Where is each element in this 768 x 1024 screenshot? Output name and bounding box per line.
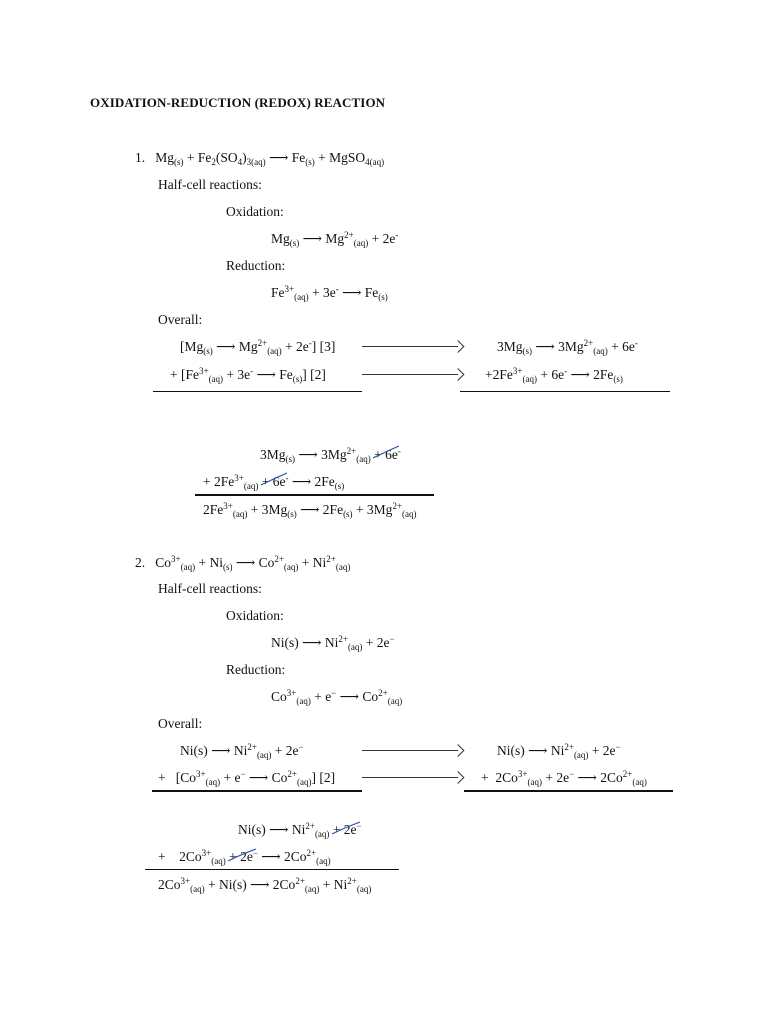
cancelled-term: + 2e− [229, 849, 258, 865]
cancel-mark [371, 445, 401, 461]
cancel-mark [330, 820, 362, 836]
multiplier-2: [2] [319, 770, 336, 785]
cancelled-term: + 6e- [374, 447, 401, 463]
problem-1-sum-line-1: $3Mg_{(s)}$ ⟶ $3Mg^{2+}_{(aq)} + 6e^-$ [260, 446, 401, 464]
problem-2-reduction-equation: $Co^{3+}_{(aq)} + e^-$ ⟶ $Co^{2+}_{(aq)}$ [271, 688, 403, 706]
cancel-mark [259, 472, 289, 488]
problem-2-overall-left-2: + [$Co^{3+}_{(aq)} + e^-$ ⟶ $Co^{2+}_{(aq)}$] [2] [158, 769, 336, 787]
divider-line [460, 391, 670, 392]
problem-1-overall-label: Overall: [158, 312, 203, 327]
problem-1-oxidation-equation: $Mg_{(s)}$ ⟶ $Mg^{2+}_{(aq)} + 2e^-$ [271, 230, 399, 248]
problem-1-overall-right-2: $+2Fe^{3+}_{(aq)} + 6e^-$ ⟶ $2Fe_{(s)}$ [485, 366, 623, 384]
problem-1-oxidation-label: Oxidation: [226, 204, 284, 219]
divider-line [464, 790, 673, 792]
cancel-mark [226, 847, 258, 863]
problem-2-number: 2. [135, 555, 146, 570]
multiplier-2: [2] [310, 367, 326, 382]
transform-arrow [362, 773, 464, 783]
problem-2-reduction-label: Reduction: [226, 662, 286, 677]
problem-1-overall-right-1: $3Mg_{(s)}$ ⟶ $3Mg^{2+}_{(aq)} + 6e^-$ [497, 338, 638, 356]
problem-1-overall-left-2: + [$Fe^{3+}_{(aq)} + 3e^-$ ⟶ $Fe_{(s)}$] [2] [170, 366, 326, 384]
problem-1-reduction-equation: $Fe^{3+}_{(aq)} + 3e^-$ ⟶ $Fe_{(s)}$ [271, 284, 388, 302]
problem-2-overall-right-2: + $2Co^{3+}_{(aq)} + 2e^-$ ⟶ $2Co^{2+}_{(aq)}$ [481, 769, 647, 787]
problem-1-sum-line-2: + $2Fe^{3+}_{(aq)} + 6e^-$ ⟶ $2Fe_{(s)}$ [203, 473, 345, 491]
problem-1-net-equation: $2Fe^{3+}_{(aq)} + 3Mg_{(s)}$ ⟶ $2Fe_{(s)} + 3Mg^{2+}_{(aq)}$ [203, 501, 417, 519]
problem-1-equation: 1. $Mg_{(s)} + Fe_2(SO_4)_{3(aq)}$ ⟶ $Fe_{(s)}$ + MgSO$_{4(aq)}$ [135, 150, 385, 167]
problem-2-oxidation-equation: Ni(s) ⟶ $Ni^{2+}_{(aq)} + 2e^-$ [271, 634, 395, 652]
problem-2-overall-label: Overall: [158, 716, 203, 731]
cancelled-term: + 2e− [333, 822, 362, 838]
transform-arrow [362, 342, 464, 352]
problem-1-overall-left-1: [$Mg_{(s)}$ ⟶ $Mg^{2+}_{(aq)} + 2e^-$] [3] [180, 338, 336, 356]
problem-2-sum-line-2: + $2Co^{3+}_{(aq)} + 2e^-$ ⟶ $2Co^{2+}_{(aq)}$ [158, 848, 331, 866]
problem-2-overall-right-1: Ni(s) ⟶ $Ni^{2+}_{(aq)} + 2e^-$ [497, 742, 621, 760]
transform-arrow [362, 370, 464, 380]
page-title: OXIDATION-REDUCTION (REDOX) REACTION [90, 95, 386, 110]
sum-line [195, 494, 434, 496]
problem-2-half-cell-label: Half-cell reactions: [158, 581, 262, 596]
divider-line [153, 391, 362, 392]
problem-1-reduction-label: Reduction: [226, 258, 286, 273]
cancelled-term: + 6e- [262, 474, 289, 490]
divider-line [152, 790, 362, 792]
multiplier-3: [3] [319, 339, 336, 354]
transform-arrow [362, 746, 464, 756]
problem-2-sum-line-1: Ni(s) ⟶ $Ni^{2+}_{(aq)} + 2e^-$ [238, 821, 362, 839]
problem-2-equation: 2. $Co^{3+}_{(aq)} + Ni_{(s)}$ ⟶ $Co^{2+}_{(aq)} + Ni^{2+}_{(aq)}$ [135, 554, 351, 572]
problem-1-number: 1. [135, 150, 146, 165]
problem-2-net-equation: $2Co^{3+}_{(aq)} + Ni(s)$ ⟶ $2Co^{2+}_{(aq)} + Ni^{2+}_{(aq)}$ [158, 876, 372, 894]
problem-1-half-cell-label: Half-cell reactions: [158, 177, 262, 192]
sum-line [145, 869, 399, 870]
problem-2-oxidation-label: Oxidation: [226, 608, 284, 623]
problem-2-overall-left-1: Ni(s) ⟶ $Ni^{2+}_{(aq)} + 2e^-$ [180, 742, 304, 760]
